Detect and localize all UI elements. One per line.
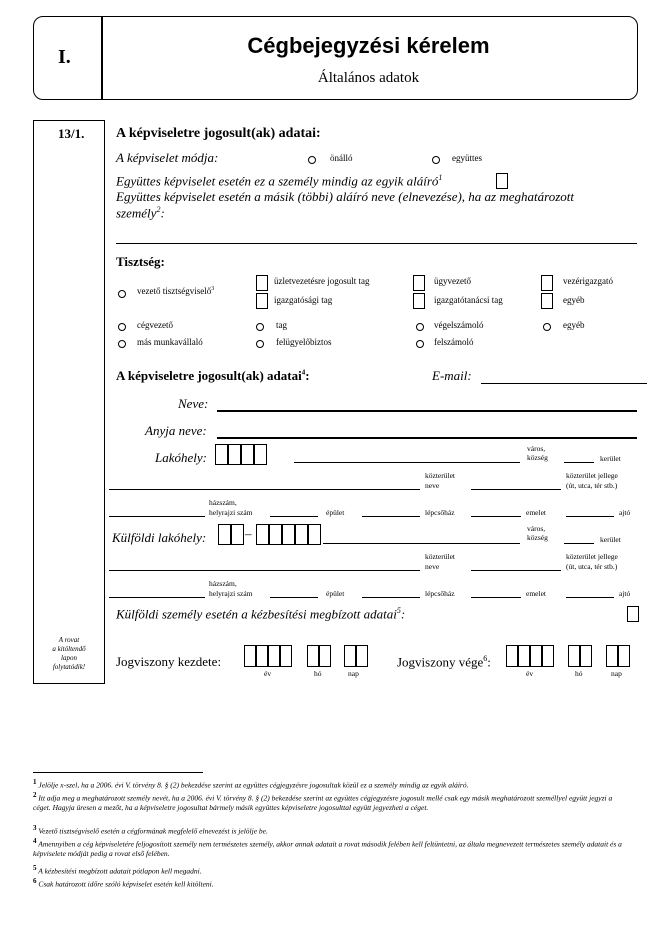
ugyvezeto-checkbox[interactable] xyxy=(413,275,425,291)
start-month-digit[interactable] xyxy=(307,645,319,667)
floor-field[interactable] xyxy=(471,516,521,517)
cegvezeto-radio[interactable] xyxy=(118,323,126,331)
igazgatosagi-tag-checkbox[interactable] xyxy=(256,293,268,309)
end-year-label: év xyxy=(526,669,534,678)
end-year-digit[interactable] xyxy=(506,645,518,667)
end-day-digit[interactable] xyxy=(618,645,630,667)
foreign-district-label: kerület xyxy=(600,535,621,544)
egyeb-checkbox-label: egyéb xyxy=(563,295,585,305)
section-heading: A képviseletre jogosult(ak) adatai: xyxy=(116,126,321,141)
start-day-digit[interactable] xyxy=(356,645,368,667)
foreign-street-name-label: közterület neve xyxy=(425,552,455,571)
foreign-street-type-field[interactable] xyxy=(471,570,561,571)
building-label: épület xyxy=(326,508,345,517)
staircase-field[interactable] xyxy=(362,516,420,517)
start-day-digit[interactable] xyxy=(344,645,356,667)
felszamolo-label: felszámoló xyxy=(434,337,474,347)
foreign-postcode-digit[interactable] xyxy=(269,524,282,545)
foreign-street-name-field[interactable] xyxy=(109,570,420,571)
foreign-delivery-checkbox[interactable] xyxy=(627,606,639,622)
foreign-city-field[interactable] xyxy=(323,543,520,544)
name-label: Neve: xyxy=(178,396,209,411)
footnote-1: $^1$ Jelölje x-szel, ha a 2006. évi V. törvény 8. § (2) bekezdése szerint az együttes cégjegyzésre jogosultak közül ez a személy mindig az egyik aláíró. xyxy=(33,778,469,790)
uzletvezetesre-label: üzletvezetésre jogosult tag xyxy=(274,276,370,286)
vegelszamolo-label: végelszámoló xyxy=(434,320,484,330)
footnote-3: $^3$ Vezető tisztségviselő esetén a cégformának megfelelő elnevezést is jelölje be. xyxy=(33,824,268,836)
start-year-digit[interactable] xyxy=(280,645,292,667)
house-number-field[interactable] xyxy=(109,516,205,517)
foreign-street-type-label: közterület jellege (út, utca, tér stb.) xyxy=(566,552,618,571)
house-number-label: házszám, helyrajzi szám xyxy=(209,498,253,517)
residence-label: Lakóhely: xyxy=(155,450,207,465)
door-field[interactable] xyxy=(566,516,614,517)
postcode-digit[interactable] xyxy=(228,444,241,465)
street-name-field[interactable] xyxy=(109,489,420,490)
postcode-digit[interactable] xyxy=(254,444,267,465)
foreign-house-number-label: házszám, helyrajzi szám xyxy=(209,579,253,598)
igazgatosagi-tag-label: igazgatósági tag xyxy=(274,295,333,305)
foreign-staircase-field[interactable] xyxy=(362,597,420,598)
start-month-label: hó xyxy=(314,669,322,678)
footnote-5: $^5$ A kézbesítési megbízott adatait pótlapon kell megadni. xyxy=(33,864,202,876)
footnote-4: $^4$ Amennyiben a cég képviseletére feljogosított személy nem természetes személy, akkor annak adatait a rovat második felében kell feltüntetni, az általa megnevezett természetes személy adatait és a képviselete módját pedig a rovat első felében. xyxy=(33,837,622,858)
end-month-label: hó xyxy=(575,669,583,678)
footnote-separator xyxy=(33,772,203,773)
egyeb-radio[interactable] xyxy=(543,323,551,331)
foreign-floor-label: emelet xyxy=(526,589,546,598)
joint-line-2: Együttes képviselet esetén a másik (többi) aláíró neve (elnevezése), ha az meghatározott xyxy=(116,189,574,204)
mas-munkavallalo-radio[interactable] xyxy=(118,340,126,348)
staircase-label: lépcsőház xyxy=(425,508,455,517)
foreign-building-field[interactable] xyxy=(270,597,318,598)
ugyvezeto-label: ügyvezető xyxy=(434,276,471,286)
email-label: E-mail: xyxy=(432,368,472,383)
end-year-digit[interactable] xyxy=(530,645,542,667)
felugyelobiztos-radio[interactable] xyxy=(256,340,264,348)
foreign-door-label: ajtó xyxy=(619,589,631,598)
tag-radio[interactable] xyxy=(256,323,264,331)
end-year-digit[interactable] xyxy=(518,645,530,667)
city-field[interactable] xyxy=(294,462,520,463)
district-label: kerület xyxy=(600,454,621,463)
foreign-staircase-label: lépcsőház xyxy=(425,589,455,598)
mode-onallo-label: önálló xyxy=(330,153,353,163)
start-day-label: nap xyxy=(348,669,359,678)
street-type-field[interactable] xyxy=(471,489,561,490)
start-year-digit[interactable] xyxy=(244,645,256,667)
footnote-6: $^6$ Csak határozott időre szóló képviselet esetén kell kitölteni. xyxy=(33,877,214,889)
postcode-digit[interactable] xyxy=(215,444,228,465)
vezeto-tisztsegviselo-radio[interactable] xyxy=(118,290,126,298)
foreign-city-label: város, község xyxy=(527,524,548,542)
start-year-digit[interactable] xyxy=(256,645,268,667)
joint-signer-line[interactable] xyxy=(116,243,637,244)
mode-label: A képviselet módja: xyxy=(116,150,219,165)
section-code: 13/1. xyxy=(58,126,85,141)
end-date-label: Jogviszony vége$^6$: xyxy=(397,654,491,670)
igazgatotanacsi-tag-checkbox[interactable] xyxy=(413,293,425,309)
foreign-delivery-label: Külföldi személy esetén a kézbesítési megbízott adatai$^5$: xyxy=(116,606,406,622)
felszamolo-radio[interactable] xyxy=(416,340,424,348)
postcode-digit[interactable] xyxy=(241,444,254,465)
end-day-digit[interactable] xyxy=(606,645,618,667)
building-field[interactable] xyxy=(270,516,318,517)
foreign-postcode-digit[interactable] xyxy=(256,524,269,545)
end-day-label: nap xyxy=(611,669,622,678)
igazgatotanacsi-tag-label: igazgatótanácsi tag xyxy=(434,295,503,305)
foreign-floor-field[interactable] xyxy=(471,597,521,598)
mode-onallo-radio[interactable] xyxy=(308,156,316,164)
page-title: Cégbejegyzési kérelem xyxy=(247,33,490,58)
mother-name-label: Anyja neve: xyxy=(145,423,207,438)
egyeb-radio-label: egyéb xyxy=(563,320,585,330)
district-field[interactable] xyxy=(564,462,594,463)
start-month-digit[interactable] xyxy=(319,645,331,667)
vegelszamolo-radio[interactable] xyxy=(416,323,424,331)
left-column xyxy=(33,120,105,684)
foreign-building-label: épület xyxy=(326,589,345,598)
side-note: A rovat a kitöltendő lapon folytatódik! xyxy=(52,636,86,671)
end-year-digit[interactable] xyxy=(542,645,554,667)
tag-label: tag xyxy=(276,320,287,330)
country-code-digit[interactable] xyxy=(218,524,231,545)
position-heading: Tisztség: xyxy=(116,254,165,269)
foreign-residence-label: Külföldi lakóhely: xyxy=(112,530,207,545)
always-signer-checkbox[interactable] xyxy=(496,173,508,189)
floor-label: emelet xyxy=(526,508,546,517)
mode-egyuttes-radio[interactable] xyxy=(432,156,440,164)
city-label: város, község xyxy=(527,444,548,462)
felugyelobiztos-label: felügyelőbiztos xyxy=(276,337,332,347)
foreign-door-field[interactable] xyxy=(566,597,614,598)
vezerigazgato-label: vezérigazgató xyxy=(563,276,613,286)
mode-egyuttes-label: együttes xyxy=(452,153,482,163)
foreign-district-field[interactable] xyxy=(564,543,594,544)
dash: – xyxy=(245,526,252,541)
joint-line-3: személy$^2$: xyxy=(116,205,165,221)
start-year-digit[interactable] xyxy=(268,645,280,667)
section-number: I. xyxy=(58,46,71,68)
foreign-postcode-digit[interactable] xyxy=(282,524,295,545)
vezeto-tisztsegviselo-label: vezető tisztségviselő$^3$ xyxy=(137,286,215,296)
page-subtitle: Általános adatok xyxy=(317,70,420,86)
vezerigazgato-checkbox[interactable] xyxy=(541,275,553,291)
uzletvezetesre-checkbox[interactable] xyxy=(256,275,268,291)
foreign-postcode-digit[interactable] xyxy=(295,524,308,545)
mother-name-field[interactable] xyxy=(217,437,637,439)
footnote-2: $^2$ Itt adja meg a meghatározott személy nevét, ha a 2006. évi V. törvény 8. § (2) bekezdése szerint az együttes cégjegyzésre jogosult mellé csak egy másik meghatározott személlyel együtt jegyzi a céget. Hagyja üresen a mezőt, ha a képviseletre jogosultat bármely másik együttes képviseletre jogosulttal együtt jegyezheti a céget. xyxy=(33,791,613,812)
name-field[interactable] xyxy=(217,410,637,412)
country-code-digit[interactable] xyxy=(231,524,244,545)
joint-line-1: Együttes képviselet esetén ez a személy mindig az egyik aláíró$^1$ xyxy=(116,173,443,189)
end-month-digit[interactable] xyxy=(568,645,580,667)
egyeb-checkbox[interactable] xyxy=(541,293,553,309)
start-year-label: év xyxy=(264,669,272,678)
foreign-house-number-field[interactable] xyxy=(109,597,205,598)
email-field[interactable] xyxy=(481,383,647,384)
street-type-label: közterület jellege (út, utca, tér stb.) xyxy=(566,471,618,490)
end-month-digit[interactable] xyxy=(580,645,592,667)
foreign-postcode-digit[interactable] xyxy=(308,524,321,545)
cegvezeto-label: cégvezető xyxy=(137,320,173,330)
street-name-label: közterület neve xyxy=(425,471,455,490)
person-heading: A képviseletre jogosult(ak) adatai$^4$: xyxy=(116,368,310,383)
start-date-label: Jogviszony kezdete: xyxy=(116,654,222,669)
door-label: ajtó xyxy=(619,508,631,517)
mas-munkavallalo-label: más munkavállaló xyxy=(137,337,203,347)
